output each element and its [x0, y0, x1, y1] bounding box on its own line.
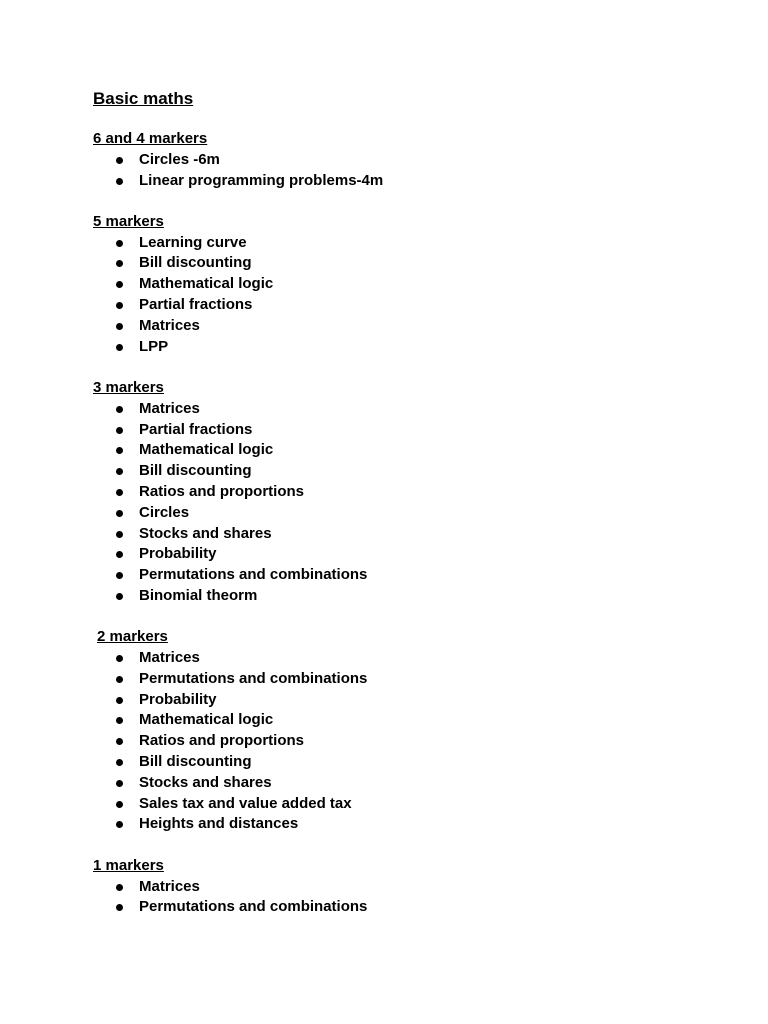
list-item-text: Circles -6m [139, 150, 220, 168]
list-item-text: Bill discounting [139, 753, 252, 771]
bullet-icon [116, 260, 123, 267]
list-item [93, 690, 713, 711]
bullet-list [93, 399, 713, 607]
section-heading: 5 markers [93, 212, 164, 230]
bullet-icon [116, 157, 123, 164]
list-item-text: Binomial theorm [139, 586, 258, 604]
bullet-icon [116, 759, 123, 766]
list-item-text: Linear programming problems-4m [139, 171, 384, 189]
list-item [93, 877, 713, 898]
list-item [93, 773, 713, 794]
list-item-text: Heights and distances [139, 815, 299, 833]
section-5-markers [93, 212, 713, 358]
bullet-icon [116, 884, 123, 891]
bullet-icon [116, 801, 123, 808]
list-item-text: Stocks and shares [139, 773, 272, 791]
list-item [93, 399, 713, 420]
bullet-icon [116, 281, 123, 288]
bullet-icon [116, 323, 123, 330]
list-item-text: Matrices [139, 316, 200, 334]
list-item [93, 482, 713, 503]
list-item [93, 794, 713, 815]
list-item [93, 814, 713, 835]
bullet-icon [116, 447, 123, 454]
list-item-text: Permutations and combinations [139, 669, 368, 687]
bullet-icon [116, 551, 123, 558]
bullet-list [93, 233, 713, 358]
list-item [93, 544, 713, 565]
bullet-list [93, 648, 713, 835]
list-item [93, 461, 713, 482]
bullet-icon [116, 344, 123, 351]
list-item-text: LPP [139, 337, 169, 355]
list-item-text: Bill discounting [139, 462, 252, 480]
list-item [93, 752, 713, 773]
bullet-icon [116, 593, 123, 600]
bullet-icon [116, 427, 123, 434]
list-item [93, 150, 713, 171]
list-item [93, 233, 713, 254]
list-item-text: Permutations and combinations [139, 566, 368, 584]
list-item-text: Stocks and shares [139, 524, 272, 542]
bullet-icon [116, 468, 123, 475]
list-item [93, 171, 713, 192]
list-item [93, 731, 713, 752]
section-heading: 1 markers [93, 856, 164, 874]
bullet-icon [116, 406, 123, 413]
list-item [93, 586, 713, 607]
list-item-text: Ratios and proportions [139, 482, 304, 500]
bullet-list [93, 877, 713, 919]
bullet-icon [116, 904, 123, 911]
list-item-text: Mathematical logic [139, 441, 274, 459]
list-item [93, 648, 713, 669]
section-6-and-4-markers [93, 129, 713, 191]
section-2-markers [93, 627, 713, 835]
list-item [93, 295, 713, 316]
list-item-text: Partial fractions [139, 420, 253, 438]
bullet-icon [116, 655, 123, 662]
list-item-text: Probability [139, 690, 217, 708]
bullet-icon [116, 676, 123, 683]
document-body [93, 86, 713, 939]
list-item-text: Ratios and proportions [139, 732, 304, 750]
list-item-text: Probability [139, 545, 217, 563]
bullet-icon [116, 531, 123, 538]
bullet-icon [116, 178, 123, 185]
list-item-text: Matrices [139, 649, 200, 667]
list-item [93, 316, 713, 337]
list-item [93, 897, 713, 918]
section-1-markers [93, 856, 713, 918]
list-item-text: Mathematical logic [139, 711, 274, 729]
list-item [93, 253, 713, 274]
list-item-text: Mathematical logic [139, 275, 274, 293]
list-item-text: Permutations and combinations [139, 898, 368, 916]
section-3-markers [93, 378, 713, 607]
list-item-text: Matrices [139, 877, 200, 895]
bullet-icon [116, 821, 123, 828]
list-item-text: Sales tax and value added tax [139, 794, 352, 812]
list-item-text: Circles [139, 503, 190, 521]
bullet-icon [116, 697, 123, 704]
bullet-icon [116, 717, 123, 724]
bullet-icon [116, 572, 123, 579]
list-item [93, 710, 713, 731]
list-item [93, 524, 713, 545]
list-item-text: Learning curve [139, 233, 247, 251]
list-item [93, 503, 713, 524]
list-item [93, 274, 713, 295]
section-heading: 3 markers [93, 378, 164, 396]
page-title: Basic maths [93, 89, 194, 108]
list-item-text: Bill discounting [139, 254, 252, 272]
bullet-icon [116, 240, 123, 247]
bullet-icon [116, 738, 123, 745]
list-item [93, 420, 713, 441]
bullet-icon [116, 510, 123, 517]
section-heading: 2 markers [97, 628, 168, 646]
bullet-list [93, 150, 713, 192]
list-item-text: Matrices [139, 399, 200, 417]
bullet-icon [116, 489, 123, 496]
list-item [93, 337, 713, 358]
list-item [93, 440, 713, 461]
list-item [93, 669, 713, 690]
section-heading: 6 and 4 markers [93, 130, 208, 147]
bullet-icon [116, 302, 123, 309]
list-item-text: Partial fractions [139, 296, 253, 314]
bullet-icon [116, 780, 123, 787]
list-item [93, 565, 713, 586]
